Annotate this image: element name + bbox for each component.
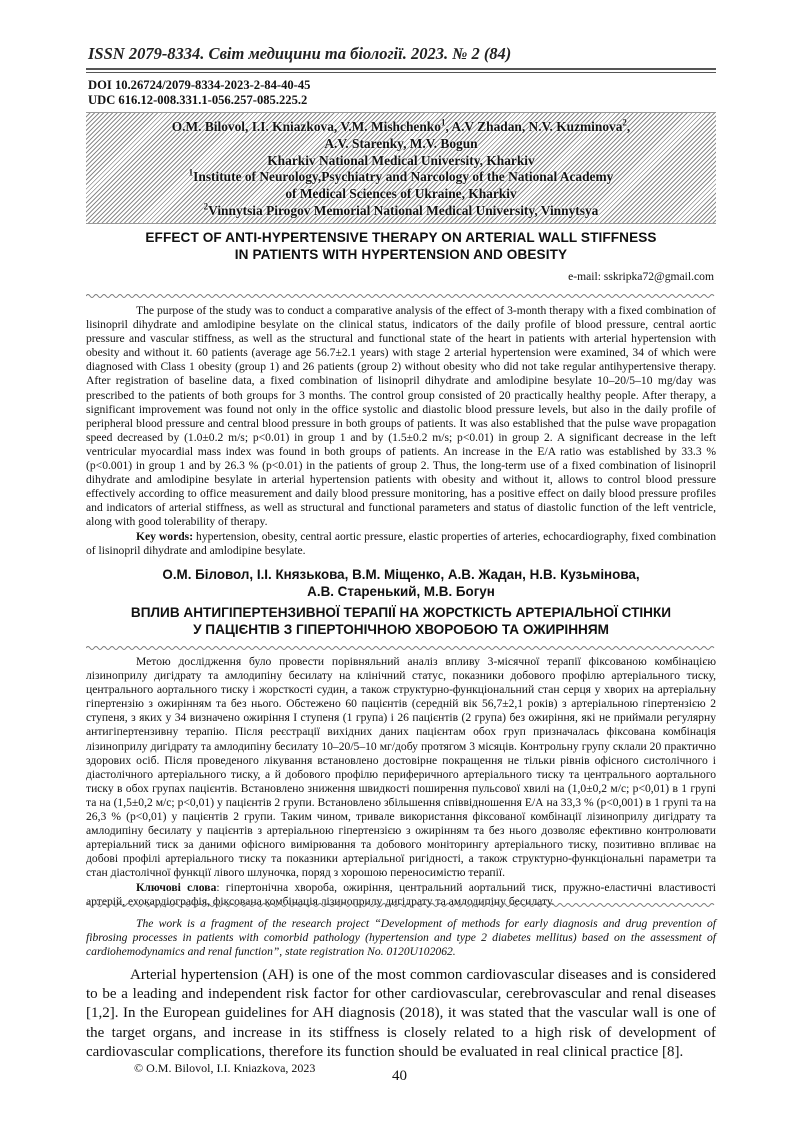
- keywords-ua: Ключові слова: гіпертонічна хвороба, ожиріння, центральний аортальний тиск, пружно-еластичні властивості артерій, ехокардіографія, фіксована комбінація лізиноприлу дигідрату та амлодипіну бесилату.: [86, 880, 716, 908]
- authors-ua: О.М. Біловол, І.І. Князькова, В.М. Міщенко, А.В. Жадан, Н.В. Кузьмінова, А.В. Старенький, М.В. Богун: [162, 567, 640, 599]
- abstract-ua-text: Метою дослідження було провести порівняльний аналіз впливу 3-місячної терапії фіксованою комбінацією лізиноприлу дигідрату та амлодипіну бесилату на клінічний статус, показники добового профілю артеріального тиску, центрального аортального тиску і жорсткості судин, а також структурно-функціональний стан серця у хворих на артеріальну гіпертензію з ожирінням та без нього. Обстежено 60 пацієнтів (середній вік 56,7±2,1 років) з артеріальною гіпертензією 2 ступеня, з яких у 34 визначено ожиріння І ступеня (1 група) і 26 пацієнтів (2 група) без ожиріння, які не приймали регулярну антигіпертензивну терапію. Після реєстрації вихідних даних пацієнтам обох груп призначалась фіксована комбінація лізиноприлу дигідрату та амлодипіну бесилату 10–20/5–10 мг/добу протягом 3 місяців. Контрольну групу склали 20 практично здорових осіб. Після проведеного лікування встановлено достовірне покращення не тільки рівнів офісного систолічного і діастолічного артеріального тиску, а й добового профілю периферичного артеріального тиску та центрального аортального тиску в обох групах пацієнтів. Встановлено зниження швидкості поширення пульсової хвилі на (1,0±0,2 м/с; p<0,01) в 1 групі та на (1,5±0,2 м/с; p<0,01) у пацієнтів 2 групи. Встановлено збільшення співвідношення Е/А на 33,3 % (p<0,001) в 1 групі та на 26,3 % (p<0,01) у пацієнтів 2 групи. Таким чином, тривале використання фіксованої комбінації лізиноприлу дигідрату та амлодипіну бесилату у пацієнтів з артеріальною гіпертензією з ожирінням та без нього дозволяє ефективно контролювати артеріальний тиск за даними офісного вимірювання та добового моніторингу артеріального тиску, позитивно впливає на добові профілі артеріального тиску та показники артеріальної ригідності, а також структурно-функціональні параметри та стан діастолічної функції лівого шлуночка, поряд з хорошою переносимістю терапії.: [86, 655, 716, 880]
- intro-paragraph: Arterial hypertension (AH) is one of the most common cardiovascular diseases and is considered to be a leading and independent risk factor for other cardiovascular, cerebrovascular and renal diseases [1,2]. In the European guidelines for AH diagnosis (2018), it was stated that the vascular wall is one of the target organs, and increase in its stiffness is closely related to a high risk of development of cardiovascular complications, therefore its function should be evaluated in real clinical practice [8].: [86, 967, 716, 1060]
- abstract-ua: [86, 655, 716, 909]
- wavy-divider-bottom: [86, 902, 716, 908]
- affiliation-2: $^1$Institute of Neurology,Psychiatry and Narcology of the National Academy: [188, 167, 614, 185]
- project-note: The work is a fragment of the research project “Development of methods for early diagnosis and drug prevention of fibrosing processes in patients with comorbid pathology (hypertension and type 2 diabetes mellitus) based on the assessment of cardiohemodynamics and renal function”, state registration No. 0120U102062.: [86, 917, 716, 958]
- page-number: 40: [392, 1068, 407, 1084]
- authors-line-2: A.V. Starenky, M.V. Bogun: [324, 135, 478, 151]
- keywords-en: Key words: hypertension, obesity, central aortic pressure, elastic properties of arteries, echocardiography, fixed combination of lisinopril dihydrate and amlodipine besylate.: [86, 529, 716, 557]
- article-title-en: EFFECT OF ANTI-HYPERTENSIVE THERAPY ON ARTERIAL WALL STIFFNESS IN PATIENTS WITH HYPERTENSION AND OBESITY: [145, 230, 657, 262]
- article-title-ua: ВПЛИВ АНТИГІПЕРТЕНЗИВНОЇ ТЕРАПІЇ НА ЖОРСТКІСТЬ АРТЕРІАЛЬНОЇ СТІНКИ У ПАЦІЄНТІВ З ГІПЕРТОНІЧНОЮ ХВОРОБОЮ ТА ОЖИРІННЯМ: [130, 605, 672, 637]
- udc: UDC 616.12-008.331.1-056.257-085.225.2: [88, 93, 308, 107]
- abstract-en-text: The purpose of the study was to conduct a comparative analysis of the effect of 3-month therapy with a fixed combination of lisinopril dihydrate and amlodipine besylate on the clinical status, indicators of the daily profile of blood pressure, central aortic pressure and vascular stiffness, as well as the structural and functional state of the heart in patients with arterial hypertension with obesity and without it. 60 patients (average age 56.7±2.1 years) with stage 2 arterial hypertension were examined, 34 of which were diagnosed with Class 1 obesity (group 1) and 26 patients (group 2) without obesity who did not take regular antihypertensive therapy. After registration of baseline data, a fixed combination of lisinopril dihydrate and amlodipine besylate 10–20/5–10 mg/day was prescribed to the patients of both groups for 3 months. The control group consisted of 20 practically healthy people. After therapy, a significant improvement was found not only in the office systolic and diastolic blood pressure levels, but also in the daily profile of peripheral blood pressure and central blood pressure in both groups of patients. It was also established that the pulse wave propagation speed decreased by (1.0±0.2 m/s; p<0.01) in group 1 and by (1.5±0.2 m/s; p<0.01) in group 2. A significant decrease in the left ventricular myocardial mass index was found in both groups of patients. An increase in the E/A ratio was established by 33.3 % (p<0.001) in group 1 and by 26.3 % (p<0.01) in the patients of group 2. Thus, the long-term use of a fixed combination of lisinopril dihydrate and amlodipine besylate in arterial hypertension patients with obesity and without it, allows to control blood pressure effectively according to office measurement and daily blood pressure monitoring, has a positive effect on daily blood pressure profiles and indicators of arterial stiffness, as well as structural and functional parameters and status of diastolic function of the left ventricle, along with good tolerability of therapy.: [86, 304, 716, 529]
- identifiers: [88, 78, 310, 108]
- contact-email: e-mail: sskripka72@gmail.com: [568, 270, 714, 283]
- header-rule: [86, 68, 716, 73]
- wavy-divider: [86, 293, 716, 299]
- affiliation-2-cont: of Medical Sciences of Ukraine, Kharkiv: [285, 186, 517, 202]
- copyright: © O.M. Bilovol, I.I. Kniazkova, 2023: [134, 1061, 316, 1075]
- affiliation-1: Kharkiv National Medical University, Kharkiv: [267, 152, 535, 168]
- abstract-en: [86, 304, 716, 558]
- wavy-divider-ua: [86, 645, 716, 651]
- authors-line-1: O.M. Bilovol, I.I. Kniazkova, V.M. Mishchenko$^1$, A.V Zhadan, N.V. Kuzminova$^2$,: [171, 117, 631, 134]
- authors-affiliations-box: [86, 112, 716, 224]
- doi: DOI 10.26724/2079-8334-2023-2-84-40-45: [88, 78, 311, 92]
- affiliation-3: $^2$Vinnytsia Pirogov Memorial National Medical University, Vinnytsya: [203, 201, 599, 218]
- journal-header: ISSN 2079-8334. Світ медицини та біології. 2023. № 2 (84): [88, 44, 512, 63]
